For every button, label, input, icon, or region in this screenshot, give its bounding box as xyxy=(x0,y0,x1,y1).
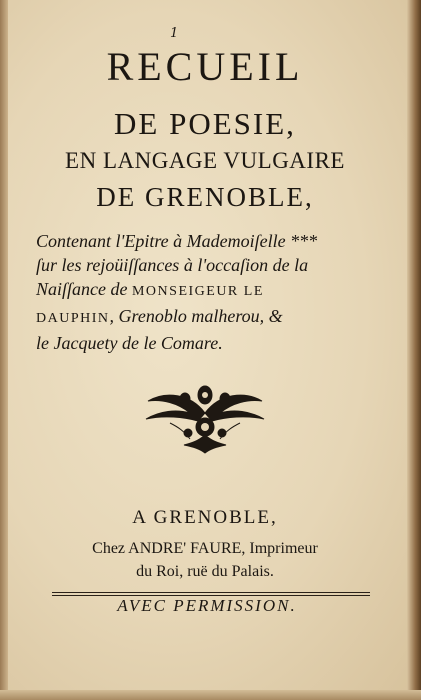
description-line-1: Contenant l'Epitre à Mademoiſelle *** xyxy=(36,231,318,251)
page-gutter-edge xyxy=(0,0,8,700)
book-fore-edge xyxy=(407,0,421,700)
title-langage-vulgaire: EN LANGAGE VULGAIRE xyxy=(65,148,345,173)
imprint-printer xyxy=(0,537,410,583)
title-de-grenoble: DE GRENOBLE, xyxy=(96,182,314,212)
description-line-4a: DAUPHIN xyxy=(36,311,110,326)
printer-line-2: du Roi, ruë du Palais. xyxy=(136,563,274,580)
description-line-5: le Jacquety de le Comare. xyxy=(36,333,223,353)
subtitle-description xyxy=(36,229,381,355)
description-line-3b: MONSEIGEUR LE xyxy=(131,284,264,299)
description-line-4 xyxy=(36,304,381,331)
permission-notice: AVEC PERMISSION. xyxy=(117,596,297,615)
divider-rule xyxy=(52,592,370,593)
description-line-3a: Naiſſance de xyxy=(36,279,128,299)
description-line-4c: & xyxy=(268,306,283,326)
title-de-poesie: DE POESIE, xyxy=(114,106,296,141)
description-line-4b: , Grenoblo malherou, xyxy=(109,306,265,326)
page-number: 1 xyxy=(170,26,179,41)
description-line-3 xyxy=(36,277,381,304)
title-recueil: RECUEIL xyxy=(106,44,304,89)
printer-line-1: Chez ANDRE' FAURE, Imprimeur xyxy=(92,540,318,557)
fleuron-ornament-icon xyxy=(140,383,270,455)
page-bottom-edge xyxy=(0,690,421,700)
description-line-2: ſur les rejoüiſſances à l'occaſion de la xyxy=(36,255,309,275)
imprint-city: A GRENOBLE, xyxy=(132,507,278,528)
